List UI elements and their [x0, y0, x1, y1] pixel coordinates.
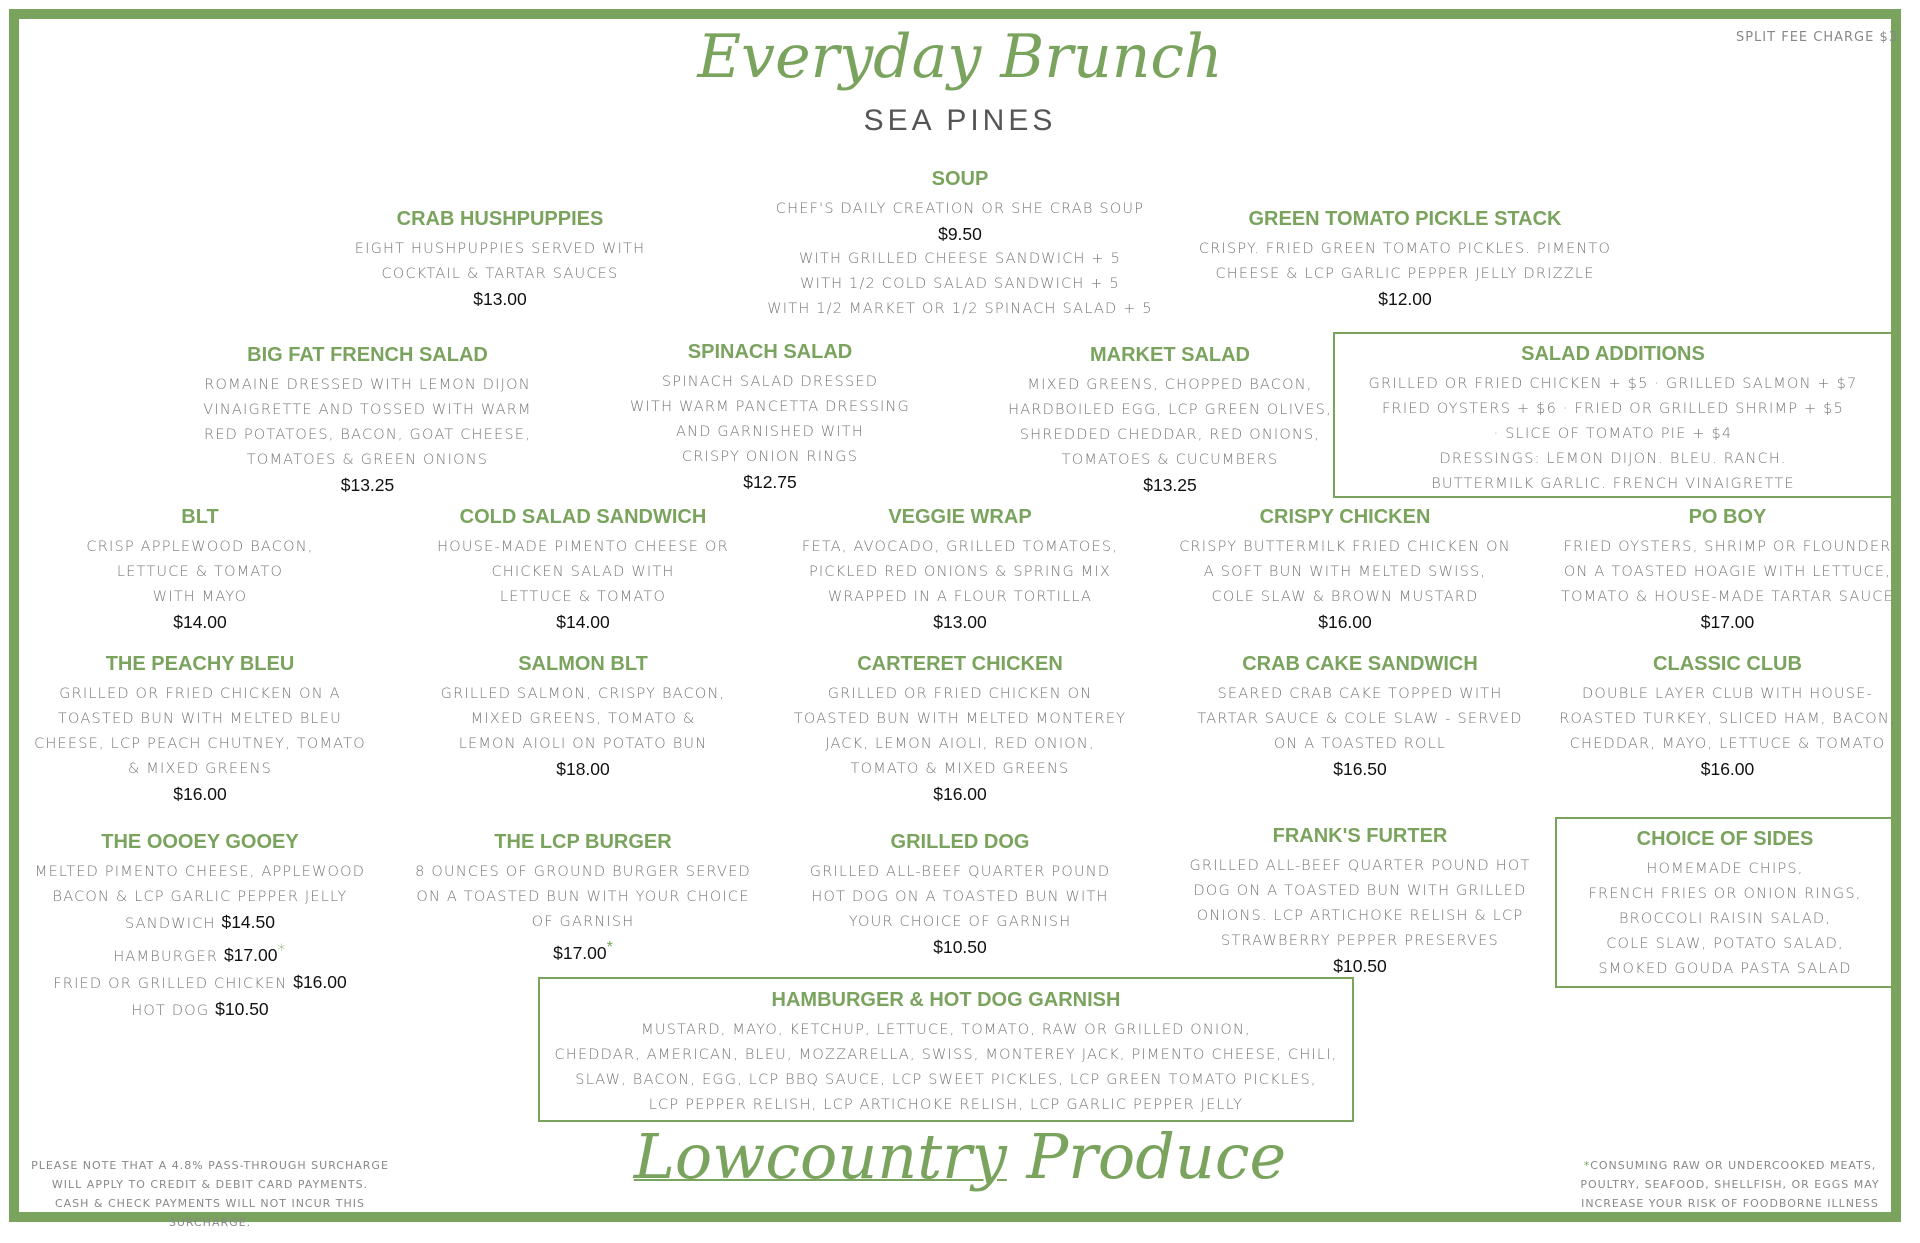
- item-desc: FETA, AVOCADO, GRILLED TOMATOES, PICKLED RED ONIONS & SPRING MIX WRAPPED IN A FLOUR TORTILLA: [801, 539, 1119, 605]
- item-price: $10.50: [933, 937, 987, 957]
- item-crab-cake-sandwich: [1185, 652, 1535, 782]
- item-spinach-salad: [600, 340, 940, 495]
- item-desc: GRILLED OR FRIED CHICKEN ON A TOASTED BUN WITH MELTED BLEU CHEESE, LCP PEACH CHUTNEY, TOMATO & MIXED GREENS: [34, 686, 366, 777]
- item-desc: CRISP APPLEWOOD BACON, LETTUCE & TOMATO WITH MAYO: [86, 539, 314, 605]
- item-name: CARTERET CHICKEN: [857, 653, 1063, 675]
- item-carteret-chicken: [790, 652, 1130, 807]
- item-desc: MELTED PIMENTO CHEESE, APPLEWOOD BACON & LCP GARLIC PEPPER JELLY SANDWICH $14.50 HAMBURGER $17.00* FRIED OR GRILLED CHICKEN $16.00 HOT DOG $10.50: [30, 860, 370, 1024]
- item-grilled-dog: [790, 830, 1130, 960]
- item-classic-club: [1555, 652, 1900, 782]
- item-cold-salad-sandwich: [413, 505, 753, 635]
- item-name: GREEN TOMATO PICKLE STACK: [1248, 208, 1562, 230]
- item-name: SPINACH SALAD: [687, 341, 853, 363]
- choice-of-sides-box: [1555, 817, 1895, 988]
- item-desc: GRILLED ALL-BEEF QUARTER POUND HOT DOG ON A TOASTED BUN WITH YOUR CHOICE OF GARNISH: [809, 864, 1111, 930]
- item-name: THE PEACHY BLEU: [105, 653, 295, 675]
- item-name: SALMON BLT: [518, 653, 648, 675]
- item-name: BLT: [181, 506, 219, 528]
- item-desc: SPINACH SALAD DRESSED WITH WARM PANCETTA DRESSING AND GARNISHED WITH CRISPY ONION RINGS: [630, 374, 910, 465]
- item-salmon-blt: [413, 652, 753, 782]
- item-name: SALAD ADDITIONS: [1521, 343, 1705, 365]
- option-sandwich: SANDWICH $14.50: [125, 912, 275, 932]
- item-blt: [40, 505, 360, 635]
- option-hot-dog: HOT DOG $10.50: [131, 998, 269, 1019]
- item-name: CLASSIC CLUB: [1653, 653, 1802, 675]
- item-desc: HOUSE-MADE PIMENTO CHEESE OR CHICKEN SALAD WITH LETTUCE & TOMATO: [437, 539, 729, 605]
- item-price: $14.00: [556, 612, 610, 632]
- item-price: $12.75: [743, 472, 797, 492]
- option-hamburger: HAMBURGER $17.00*: [113, 940, 287, 965]
- item-name: CRAB CAKE SANDWICH: [1242, 653, 1478, 675]
- item-desc: HOMEMADE CHIPS, FRENCH FRIES OR ONION RINGS, BROCCOLI RAISIN SALAD, COLE SLAW, POTATO SALAD, SMOKED GOUDA PASTA SALAD: [1588, 861, 1862, 977]
- item-price: $10.50: [1333, 956, 1387, 976]
- item-price: $9.50: [938, 224, 982, 244]
- item-price: $18.00: [556, 759, 610, 779]
- lowcountry-produce-logo: Lowcountry Produce: [633, 1120, 1287, 1193]
- item-desc: CRISPY. FRIED GREEN TOMATO PICKLES. PIMENTO CHEESE & LCP GARLIC PEPPER JELLY DRIZZLE: [1198, 241, 1612, 282]
- item-price: $16.00: [1700, 759, 1755, 779]
- item-price: $16.00: [1318, 612, 1372, 632]
- item-market-salad: [1000, 343, 1340, 498]
- item-desc: ROMAINE DRESSED WITH LEMON DIJON VINAIGRETTE AND TOSSED WITH WARM RED POTATOES, BACON, GOAT CHEESE, TOMATOES & GREEN ONIONS: [203, 377, 532, 468]
- item-price: $13.25: [1143, 475, 1197, 495]
- item-desc: 8 OUNCES OF GROUND BURGER SERVED ON A TOASTED BUN WITH YOUR CHOICE OF GARNISH: [415, 864, 751, 930]
- item-price: $13.00: [933, 612, 987, 632]
- item-desc: FRIED OYSTERS, SHRIMP OR FLOUNDER ON A TOASTED HOAGIE WITH LETTUCE, TOMATO & HOUSE-MADE TARTAR SAUCE: [1561, 539, 1894, 605]
- item-po-boy: [1555, 505, 1900, 635]
- item-lcp-burger: [413, 830, 753, 966]
- item-name: SOUP: [931, 168, 989, 190]
- item-price: $16.50: [1333, 759, 1387, 779]
- item-oooey-gooey: [30, 830, 370, 1024]
- item-green-tomato-pickle-stack: [1165, 207, 1645, 312]
- item-soup: [730, 167, 1190, 322]
- item-name: THE OOOEY GOOEY: [101, 831, 299, 853]
- item-name: BIG FAT FRENCH SALAD: [247, 344, 488, 366]
- item-name: CRISPY CHICKEN: [1259, 506, 1431, 528]
- asterisk-icon: *: [277, 940, 287, 959]
- item-desc: CHEF'S DAILY CREATION OR SHE CRAB SOUP: [775, 201, 1145, 217]
- item-name: HAMBURGER & HOT DOG GARNISH: [771, 989, 1121, 1011]
- item-price: $17.00: [1700, 612, 1755, 632]
- item-price: $12.00: [1378, 289, 1432, 309]
- item-desc: GRILLED OR FRIED CHICKEN + $5 · GRILLED SALMON + $7 FRIED OYSTERS + $6 · FRIED OR GRILLED SHRIMP + $5 · SLICE OF TOMATO PIE + $4 DRESSINGS: LEMON DIJON. BLEU. RANCH. BUTTERMILK GARLIC. FRENCH VINAIGRETTE: [1368, 376, 1858, 492]
- item-name: MARKET SALAD: [1090, 344, 1250, 366]
- menu-title: Everyday Brunch: [697, 22, 1223, 92]
- surcharge-note: PLEASE NOTE THAT A 4.8% PASS-THROUGH SURCHARGE WILL APPLY TO CREDIT & DEBIT CARD PAYMENTS. CASH & CHECK PAYMENTS WILL NOT INCUR THIS SURCHARGE.: [31, 1159, 389, 1229]
- item-price: $16.00: [173, 784, 227, 804]
- split-fee-note: SPLIT FEE CHARGE $3: [1735, 30, 1898, 45]
- raw-food-warning: *CONSUMING RAW OR UNDERCOOKED MEATS, POULTRY, SEAFOOD, SHELLFISH, OR EGGS MAY INCREASE YOUR RISK OF FOODBORNE ILLNESS: [1580, 1159, 1880, 1210]
- asterisk-icon: *: [606, 939, 613, 956]
- item-big-fat-french-salad: [180, 343, 555, 498]
- item-price: $13.00: [473, 289, 527, 309]
- item-name: CHOICE OF SIDES: [1636, 828, 1814, 850]
- item-desc: MUSTARD, MAYO, KETCHUP, LETTUCE, TOMATO, RAW OR GRILLED ONION, CHEDDAR, AMERICAN, BLEU, MOZZARELLA, SWISS, MONTEREY JACK, PIMENTO CHEESE, CHILI, SLAW, BACON, EGG, LCP BBQ SAUCE, LCP SWEET PICKLES, LCP GREEN TOMATO PICKLES, LCP PEPPER RELISH, LCP ARTICHOKE RELISH, LCP GARLIC PEPPER JELLY: [554, 1022, 1338, 1113]
- item-desc: MIXED GREENS, CHOPPED BACON, HARDBOILED EGG, LCP GREEN OLIVES, SHREDDED CHEDDAR, RED ONIONS, TOMATOES & CUCUMBERS: [1008, 377, 1332, 468]
- location-subtitle: SEA PINES: [863, 104, 1057, 137]
- item-extras: WITH GRILLED CHEESE SANDWICH + 5 WITH 1/2 COLD SALAD SANDWICH + 5 WITH 1/2 MARKET OR 1/2 SPINACH SALAD + 5: [767, 251, 1153, 317]
- item-price: $17.00*: [553, 939, 613, 963]
- item-peachy-bleu: [30, 652, 370, 807]
- item-price: $13.25: [340, 475, 395, 495]
- garnish-box: [538, 977, 1354, 1122]
- item-desc: DOUBLE LAYER CLUB WITH HOUSE- ROASTED TURKEY, SLICED HAM, BACON, CHEDDAR, MAYO, LETTUCE & TOMATO: [1559, 686, 1896, 752]
- item-desc: GRILLED OR FRIED CHICKEN ON TOASTED BUN WITH MELTED MONTEREY JACK, LEMON AIOLI, RED ONION, TOMATO & MIXED GREENS: [793, 686, 1127, 777]
- item-desc: GRILLED SALMON, CRISPY BACON, MIXED GREENS, TOMATO & LEMON AIOLI ON POTATO BUN: [440, 686, 726, 752]
- item-name: PO BOY: [1688, 506, 1767, 528]
- option-chicken: FRIED OR GRILLED CHICKEN $16.00: [53, 971, 347, 992]
- item-desc: EIGHT HUSHPUPPIES SERVED WITH COCKTAIL & TARTAR SAUCES: [354, 241, 646, 282]
- item-price: $14.00: [173, 612, 227, 632]
- salad-additions-box: [1333, 332, 1893, 498]
- item-desc: SEARED CRAB CAKE TOPPED WITH TARTAR SAUCE & COLE SLAW - SERVED ON A TOASTED ROLL: [1197, 686, 1523, 752]
- item-name: VEGGIE WRAP: [888, 506, 1032, 528]
- item-name: THE LCP BURGER: [494, 831, 672, 853]
- item-name: FRANK'S FURTER: [1272, 825, 1448, 847]
- item-desc: GRILLED ALL-BEEF QUARTER POUND HOT DOG ON A TOASTED BUN WITH GRILLED ONIONS. LCP ARTICHOKE RELISH & LCP STRAWBERRY PEPPER PRESERVES: [1189, 858, 1531, 949]
- item-crab-hushpuppies: [300, 207, 700, 312]
- item-name: CRAB HUSHPUPPIES: [396, 208, 604, 230]
- item-crispy-chicken: [1170, 505, 1520, 635]
- item-price: $16.00: [933, 784, 987, 804]
- item-name: COLD SALAD SANDWICH: [459, 506, 707, 528]
- asterisk-icon: *: [1583, 1159, 1591, 1172]
- item-name: GRILLED DOG: [890, 831, 1030, 853]
- item-franks-furter: [1175, 824, 1545, 979]
- item-veggie-wrap: [790, 505, 1130, 635]
- item-desc: CRISPY BUTTERMILK FRIED CHICKEN ON A SOFT BUN WITH MELTED SWISS, COLE SLAW & BROWN MUSTARD: [1179, 539, 1511, 605]
